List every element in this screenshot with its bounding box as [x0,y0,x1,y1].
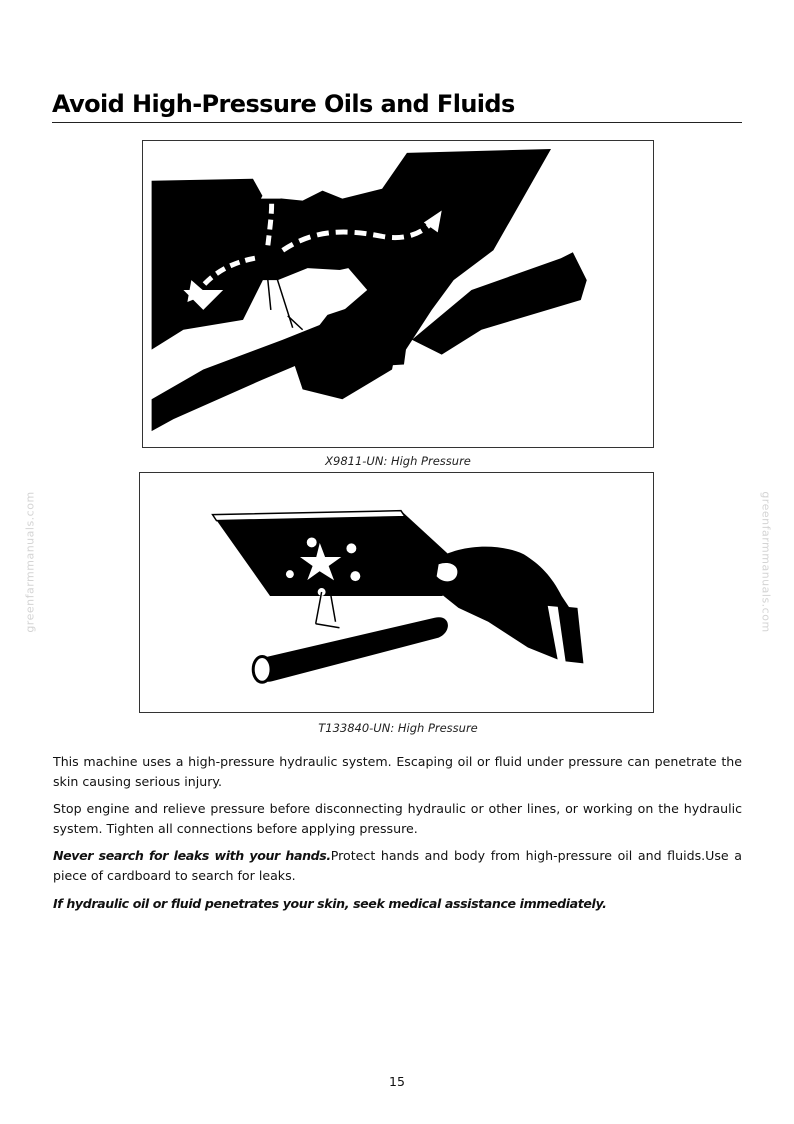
cardboard-leak-check-illustration [140,473,653,712]
watermark-left: greenfarmmanuals.com [23,491,37,633]
figure-caption: T133840-UN: High Pressure [318,721,478,735]
figure-leak-check [139,472,654,713]
paragraph-text: Protect hands and body from high-pressure oil and fluids.Use a piece of cardboard to search for leaks. [53,848,742,883]
paragraph [53,752,742,792]
figure-caption: X9811-UN: High Pressure [325,454,471,468]
warning-emphasis: Never search for leaks with your hands. [53,848,331,863]
paragraph [53,846,742,886]
warning-emphasis: If hydraulic oil or fluid penetrates your skin, seek medical assistance immediately. [53,896,607,911]
page-title: Avoid High-Pressure Oils and Fluids [52,90,515,118]
figure-high-pressure-injection [142,140,654,448]
page-number: 15 [389,1074,405,1089]
paragraph [53,799,742,839]
paragraph-text: Stop engine and relieve pressure before disconnecting hydraulic or other lines, or working on the hydraulic system. Tighten all connections before applying pressure. [53,801,742,836]
paragraph [53,894,742,914]
watermark-right: greenfarmmanuals.com [759,491,773,633]
paragraph-text: This machine uses a high-pressure hydraulic system. Escaping oil or fluid under pressure can penetrate the skin causing serious injury. [53,754,742,789]
title-divider [52,122,742,123]
high-pressure-fluid-injection-illustration [143,141,653,447]
